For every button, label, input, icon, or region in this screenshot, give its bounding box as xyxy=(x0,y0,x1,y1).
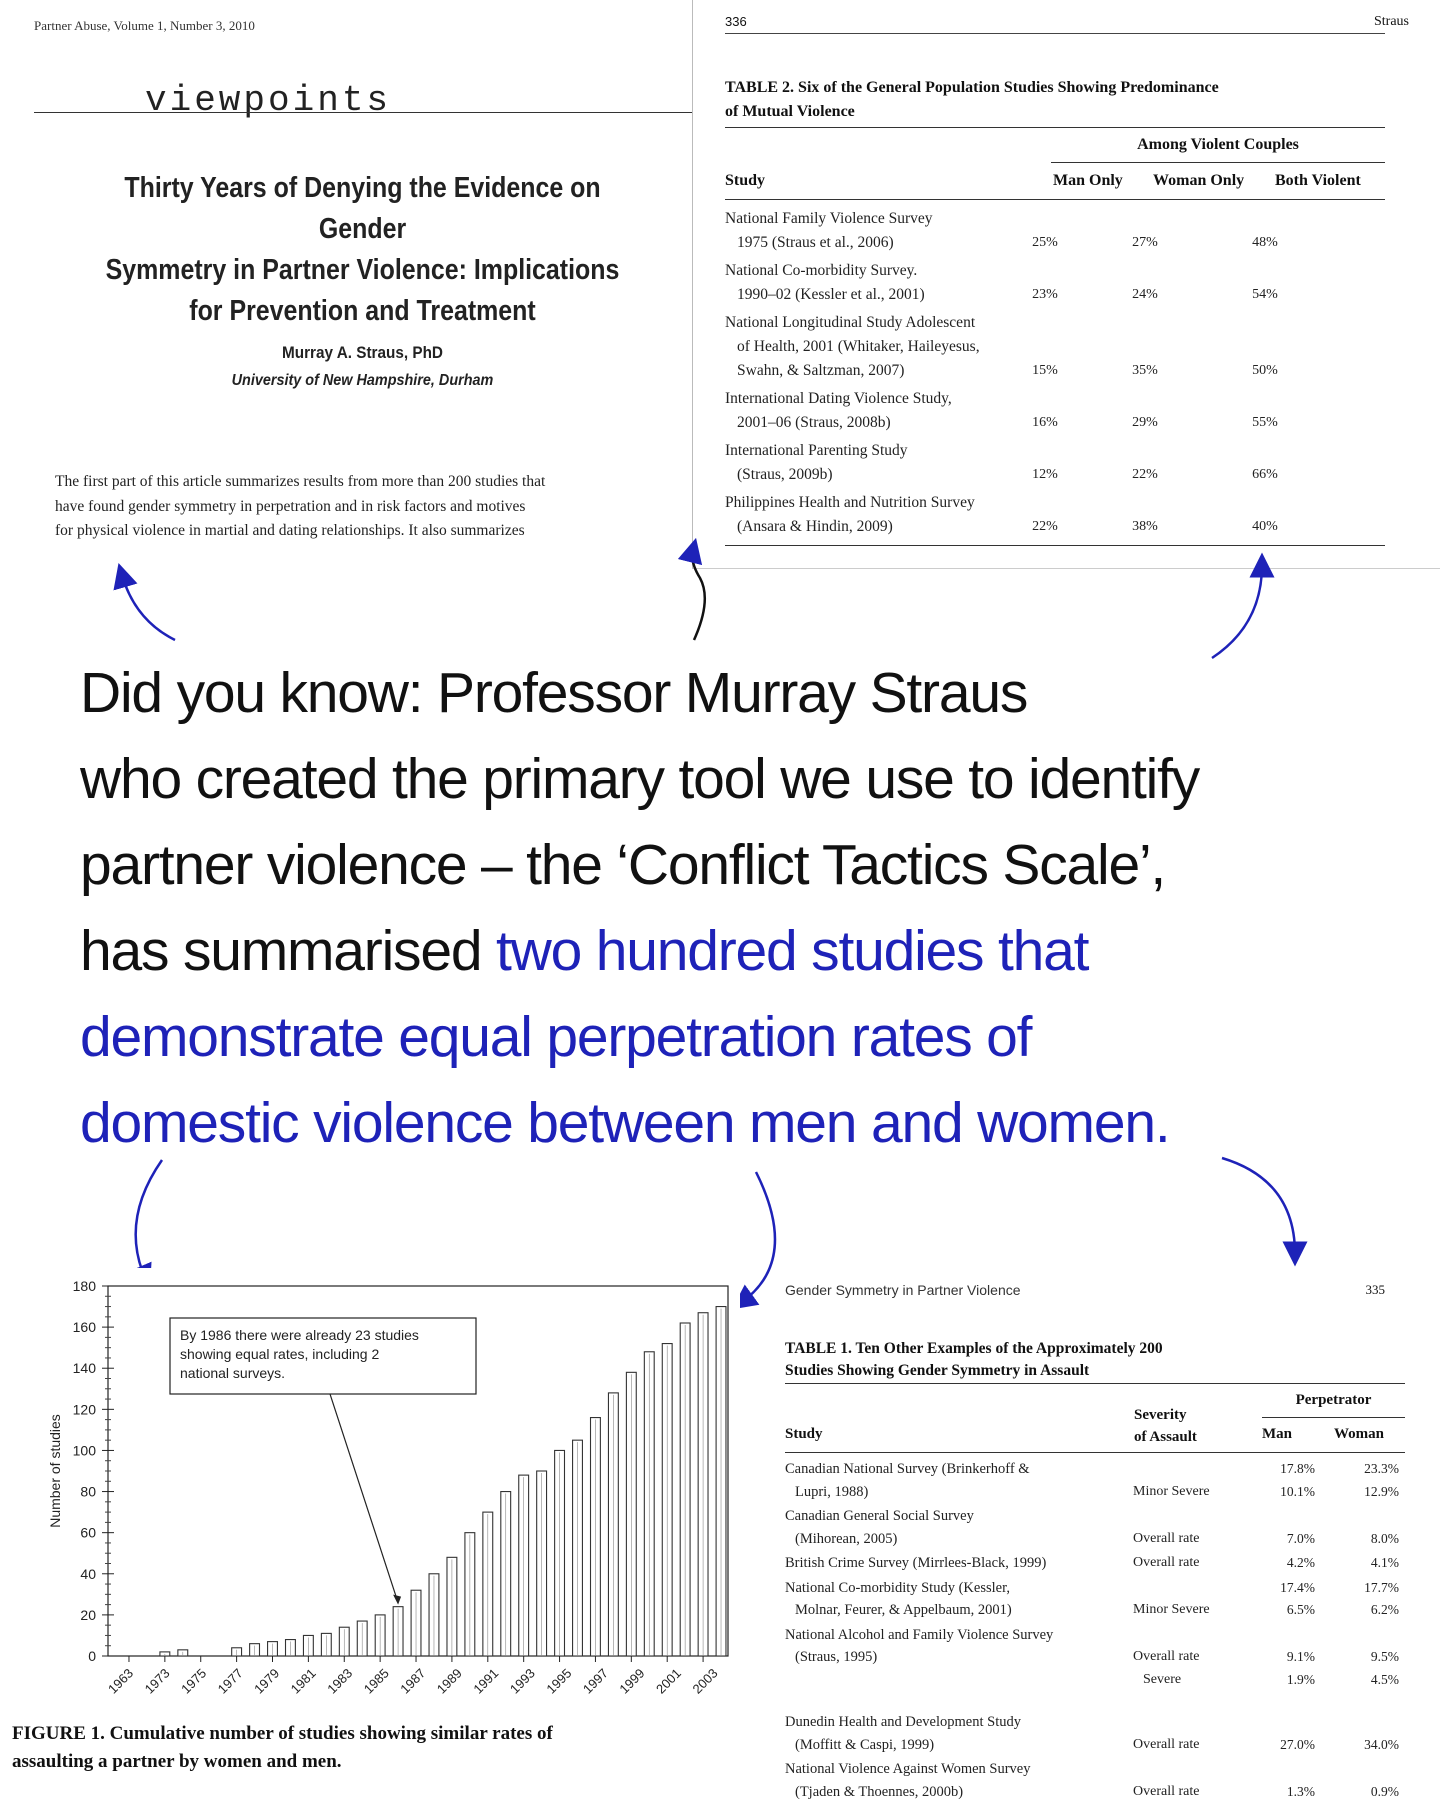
study-line: Molnar, Feurer, & Appelbaum, 2001) xyxy=(795,1602,1012,1618)
x-tick-label: 1987 xyxy=(397,1665,429,1697)
y-tick-label: 140 xyxy=(72,1360,96,1377)
table2-caption xyxy=(725,76,1385,124)
cell-both: 48% xyxy=(1252,235,1278,250)
table-rule xyxy=(725,127,1385,128)
col-header-study: Study xyxy=(785,1426,823,1442)
article-abstract xyxy=(55,470,685,544)
rate-value: 23.3% xyxy=(1364,1461,1399,1476)
x-tick-label: 1983 xyxy=(324,1665,356,1697)
section-rule xyxy=(34,112,692,113)
table-rule xyxy=(785,1383,1405,1384)
y-axis-label: Number of studies xyxy=(47,1414,63,1528)
cell-woman: 38% xyxy=(1132,519,1158,534)
rate-value: 9.5% xyxy=(1370,1649,1399,1664)
arrow-icon xyxy=(742,1172,775,1302)
y-tick-label: 20 xyxy=(80,1606,96,1623)
cell-man xyxy=(1255,1646,1315,1691)
table-row xyxy=(725,259,1385,307)
table-row xyxy=(725,207,1385,255)
article-clipping xyxy=(0,0,692,555)
caption-line: TABLE 1. Ten Other Examples of the Approximately 200 xyxy=(785,1340,1163,1357)
headline-line: who created the primary tool we use to identify xyxy=(80,747,1200,811)
article-affiliation: University of New Hampshire, Durham xyxy=(231,372,494,389)
abstract-line: The first part of this article summarizes results from more than 200 studies that xyxy=(55,473,546,490)
table-row xyxy=(785,1552,1405,1575)
rate-value: 4.2% xyxy=(1286,1555,1315,1570)
table-row xyxy=(785,1577,1405,1622)
severity-cell xyxy=(1133,1599,1243,1622)
severity-value: Overall rate xyxy=(1133,1783,1200,1799)
header-line: of Assault xyxy=(1134,1429,1197,1445)
cell-man xyxy=(1255,1528,1315,1551)
title-line: for Prevention and Treatment xyxy=(189,295,536,327)
col-header-man: Man xyxy=(1262,1426,1292,1442)
study-line: (Moffitt & Caspi, 1999) xyxy=(795,1736,935,1753)
rate-value: 27.0% xyxy=(1280,1736,1315,1752)
caption-line: TABLE 2. Six of the General Population Studies Showing Predominance xyxy=(725,79,1219,96)
study-cell xyxy=(785,1624,1125,1692)
cell-woman xyxy=(1333,1552,1399,1575)
cell-both: 40% xyxy=(1252,519,1278,534)
severity-value: Minor Severe xyxy=(1133,1483,1210,1499)
cell-woman xyxy=(1333,1528,1399,1551)
study-cell xyxy=(785,1505,1125,1550)
x-tick-label: 1999 xyxy=(616,1665,648,1697)
severity-value: Overall rate xyxy=(1133,1736,1200,1752)
rate-value: 4.5% xyxy=(1370,1671,1399,1687)
table-row xyxy=(725,491,1385,539)
cell-woman: 27% xyxy=(1132,235,1158,250)
table2-body xyxy=(725,207,1385,543)
severity-value: Severe xyxy=(1143,1671,1182,1687)
col-header-man: Man Only xyxy=(1053,172,1123,189)
table1-caption xyxy=(785,1338,1255,1382)
x-tick-label: 1977 xyxy=(214,1665,246,1697)
rate-value: 8.0% xyxy=(1370,1530,1399,1546)
cell-man xyxy=(1255,1458,1315,1503)
study-line: Canadian National Survey (Brinkerhoff & xyxy=(785,1461,1030,1477)
caption-line: Studies Showing Gender Symmetry in Assault xyxy=(785,1362,1090,1379)
span-header: Among Violent Couples xyxy=(1137,136,1299,153)
article-title xyxy=(85,168,640,332)
cell-woman: 24% xyxy=(1132,287,1158,302)
arrow-icon xyxy=(122,575,175,640)
study-line: (Ansara & Hindin, 2009) xyxy=(737,518,893,535)
table-row xyxy=(725,387,1385,435)
cell-man: 16% xyxy=(1032,415,1058,430)
severity-value: Overall rate xyxy=(1133,1649,1200,1664)
severity-cell xyxy=(1133,1552,1243,1575)
study-cell xyxy=(785,1758,1125,1803)
col-header-woman: Woman Only xyxy=(1153,172,1245,189)
rate-value: 1.3% xyxy=(1286,1783,1315,1799)
arrow-icon xyxy=(1212,565,1262,658)
y-tick-label: 40 xyxy=(80,1565,96,1582)
rate-value: 6.5% xyxy=(1286,1602,1315,1617)
severity-value: Overall rate xyxy=(1133,1530,1200,1546)
table-row xyxy=(785,1758,1405,1803)
headline-highlight: domestic violence between men and women. xyxy=(80,1091,1170,1155)
col-header-both: Both Violent xyxy=(1275,172,1361,189)
abstract-line: for physical violence in martial and dating relationships. It also summarizes xyxy=(55,522,525,539)
headline-highlight: two hundred studies that xyxy=(496,919,1089,983)
x-tick-label: 2001 xyxy=(652,1665,685,1697)
table-rule xyxy=(1051,162,1385,163)
journal-header: Partner Abuse, Volume 1, Number 3, 2010 xyxy=(34,18,255,33)
x-tick-label: 1989 xyxy=(433,1665,465,1697)
study-line: 1975 (Straus et al., 2006) xyxy=(737,234,894,251)
annotation-line: showing equal rates, including 2 xyxy=(180,1346,380,1362)
x-tick-label: 1993 xyxy=(506,1665,538,1697)
table-row xyxy=(785,1711,1405,1756)
headline-line: partner violence – the ‘Conflict Tactics Scale’, xyxy=(80,833,1166,897)
study-line: (Tjaden & Thoennes, 2000b) xyxy=(795,1783,964,1800)
headline xyxy=(80,650,1400,1166)
x-tick-label: 1995 xyxy=(543,1665,575,1697)
cell-man: 15% xyxy=(1032,363,1058,378)
study-line: British Crime Survey (Mirrlees-Black, 1999) xyxy=(785,1555,1047,1571)
study-line: National Family Violence Survey xyxy=(725,210,933,227)
col-header-woman: Woman xyxy=(1334,1426,1385,1442)
study-cell xyxy=(785,1577,1125,1622)
title-line: Symmetry in Partner Violence: Implications xyxy=(105,254,620,286)
cell-both: 54% xyxy=(1252,287,1278,302)
table-rule xyxy=(725,545,1385,546)
rate-value: 17.7% xyxy=(1364,1579,1399,1595)
abstract-line: have found gender symmetry in perpetration and in risk factors and motives xyxy=(55,497,526,515)
y-tick-label: 0 xyxy=(88,1648,96,1664)
page-number: 336 xyxy=(725,14,747,29)
headline-highlight: demonstrate equal perpetration rates of xyxy=(80,1005,1032,1069)
study-line: Philippines Health and Nutrition Survey xyxy=(725,494,975,511)
section-label: viewpoints xyxy=(145,80,392,121)
cell-man: 22% xyxy=(1032,519,1058,534)
study-line: National Co-morbidity Survey. xyxy=(725,262,918,279)
study-line: International Parenting Study xyxy=(725,442,908,459)
y-tick-label: 80 xyxy=(80,1483,96,1500)
study-line: National Co-morbidity Study (Kessler, xyxy=(785,1579,1010,1596)
rate-value: 7.0% xyxy=(1286,1530,1315,1546)
study-line: Canadian General Social Survey xyxy=(785,1508,974,1524)
table2-clipping xyxy=(692,0,1440,569)
headline-line: Did you know: Professor Murray Straus xyxy=(80,661,1028,725)
cell-man xyxy=(1255,1734,1315,1757)
cell-woman xyxy=(1333,1646,1399,1691)
header-rule xyxy=(725,33,1385,34)
running-head: Gender Symmetry in Partner Violence xyxy=(785,1282,1021,1298)
table-row xyxy=(725,439,1385,487)
caption-line: assaulting a partner by women and men. xyxy=(12,1751,342,1772)
cell-woman: 35% xyxy=(1132,363,1158,378)
y-tick-label: 120 xyxy=(72,1401,96,1418)
cell-both: 50% xyxy=(1252,363,1278,378)
study-cell xyxy=(785,1458,1125,1503)
cell-man: 23% xyxy=(1032,287,1058,302)
table-rule xyxy=(1262,1417,1405,1418)
annotation-line: By 1986 there were already 23 studies xyxy=(180,1327,419,1343)
study-line: of Health, 2001 (Whitaker, Haileyesus, xyxy=(737,338,980,355)
header-line: Severity xyxy=(1134,1407,1187,1423)
rate-value: 0.9% xyxy=(1370,1783,1399,1799)
x-tick-label: 1979 xyxy=(251,1665,283,1697)
y-tick-label: 160 xyxy=(72,1319,96,1336)
col-header-severity xyxy=(1134,1404,1197,1448)
cell-man: 12% xyxy=(1032,467,1058,482)
title-line: Thirty Years of Denying the Evidence on Gender xyxy=(124,172,601,245)
rate-value: 17.4% xyxy=(1280,1579,1315,1595)
study-line: International Dating Violence Study, xyxy=(725,390,952,407)
study-line: National Longitudinal Study Adolescent xyxy=(725,314,976,331)
rate-value: 12.9% xyxy=(1364,1483,1399,1499)
rate-value: 34.0% xyxy=(1364,1736,1399,1752)
annotation-pointer xyxy=(330,1394,398,1603)
headline-line xyxy=(80,908,1400,994)
x-tick-label: 1973 xyxy=(141,1665,173,1697)
col-header-study: Study xyxy=(725,172,766,189)
running-head: Straus xyxy=(1374,14,1409,29)
severity-value: Overall rate xyxy=(1133,1555,1200,1570)
annotation-line: national surveys. xyxy=(180,1365,286,1381)
bar-chart xyxy=(0,1268,740,1718)
severity-cell xyxy=(1133,1646,1243,1691)
table-row xyxy=(785,1505,1405,1550)
rate-value: 4.1% xyxy=(1370,1555,1399,1570)
x-tick-label: 1997 xyxy=(579,1665,611,1697)
cell-man xyxy=(1255,1577,1315,1622)
cell-woman: 22% xyxy=(1132,467,1158,482)
y-tick-label: 100 xyxy=(72,1442,96,1459)
figure-caption xyxy=(12,1720,712,1776)
table1-clipping xyxy=(772,1272,1440,1800)
cell-woman xyxy=(1333,1577,1399,1622)
caption-line: FIGURE 1. Cumulative number of studies showing similar rates of xyxy=(12,1723,553,1744)
caption-line: of Mutual Violence xyxy=(725,103,855,120)
x-tick-label: 1975 xyxy=(178,1665,210,1697)
table-rule xyxy=(785,1452,1405,1453)
rate-value: 10.1% xyxy=(1280,1483,1315,1499)
table-rule xyxy=(725,199,1385,200)
table-row xyxy=(785,1458,1405,1503)
cell-woman xyxy=(1333,1458,1399,1503)
study-cell xyxy=(785,1552,1125,1575)
table-row xyxy=(725,311,1385,383)
study-line: 2001–06 (Straus, 2008b) xyxy=(737,414,891,431)
study-cell xyxy=(785,1711,1125,1756)
severity-cell xyxy=(1133,1481,1243,1504)
x-tick-label: 1981 xyxy=(287,1665,319,1697)
cell-man: 25% xyxy=(1032,235,1058,250)
x-tick-label: 2003 xyxy=(689,1665,721,1697)
severity-value: Minor Severe xyxy=(1133,1602,1210,1617)
x-tick-label: 1963 xyxy=(105,1665,137,1697)
annotation-arrowhead xyxy=(393,1595,401,1605)
study-line: Swahn, & Saltzman, 2007) xyxy=(737,362,905,379)
x-tick-label: 1991 xyxy=(470,1665,502,1697)
study-line: (Mihorean, 2005) xyxy=(795,1530,898,1547)
y-tick-label: 180 xyxy=(72,1278,96,1294)
cell-man xyxy=(1255,1552,1315,1575)
study-line: (Straus, 1995) xyxy=(795,1649,878,1665)
rate-value: 1.9% xyxy=(1286,1671,1315,1687)
headline-text: has summarised xyxy=(80,919,496,983)
figure-clipping xyxy=(0,1268,740,1800)
study-line: National Violence Against Women Survey xyxy=(785,1761,1031,1777)
rate-value: 6.2% xyxy=(1370,1602,1399,1617)
perpetrator-header: Perpetrator xyxy=(1295,1392,1372,1408)
cell-woman xyxy=(1333,1734,1399,1757)
severity-cell xyxy=(1133,1734,1243,1757)
rate-value: 17.8% xyxy=(1280,1461,1315,1476)
y-tick-label: 60 xyxy=(80,1524,96,1541)
study-line: 1990–02 (Kessler et al., 2001) xyxy=(737,286,925,303)
rate-value: 9.1% xyxy=(1286,1649,1315,1664)
severity-cell xyxy=(1133,1528,1243,1551)
x-tick-label: 1985 xyxy=(360,1665,392,1697)
arrow-icon xyxy=(1222,1158,1295,1254)
table1-body xyxy=(785,1458,1405,1805)
arrow-icon xyxy=(136,1160,162,1278)
cell-both: 66% xyxy=(1252,467,1278,482)
study-line: National Alcohol and Family Violence Survey xyxy=(785,1626,1054,1643)
study-line: Dunedin Health and Development Study xyxy=(785,1714,1021,1730)
cell-both: 55% xyxy=(1252,415,1278,430)
study-line: Lupri, 1988) xyxy=(795,1483,869,1500)
cell-woman: 29% xyxy=(1132,415,1158,430)
study-line: (Straus, 2009b) xyxy=(737,466,833,483)
table-row xyxy=(785,1624,1405,1692)
article-author: Murray A. Straus, PhD xyxy=(282,343,443,362)
page-number: 335 xyxy=(1365,1282,1385,1297)
